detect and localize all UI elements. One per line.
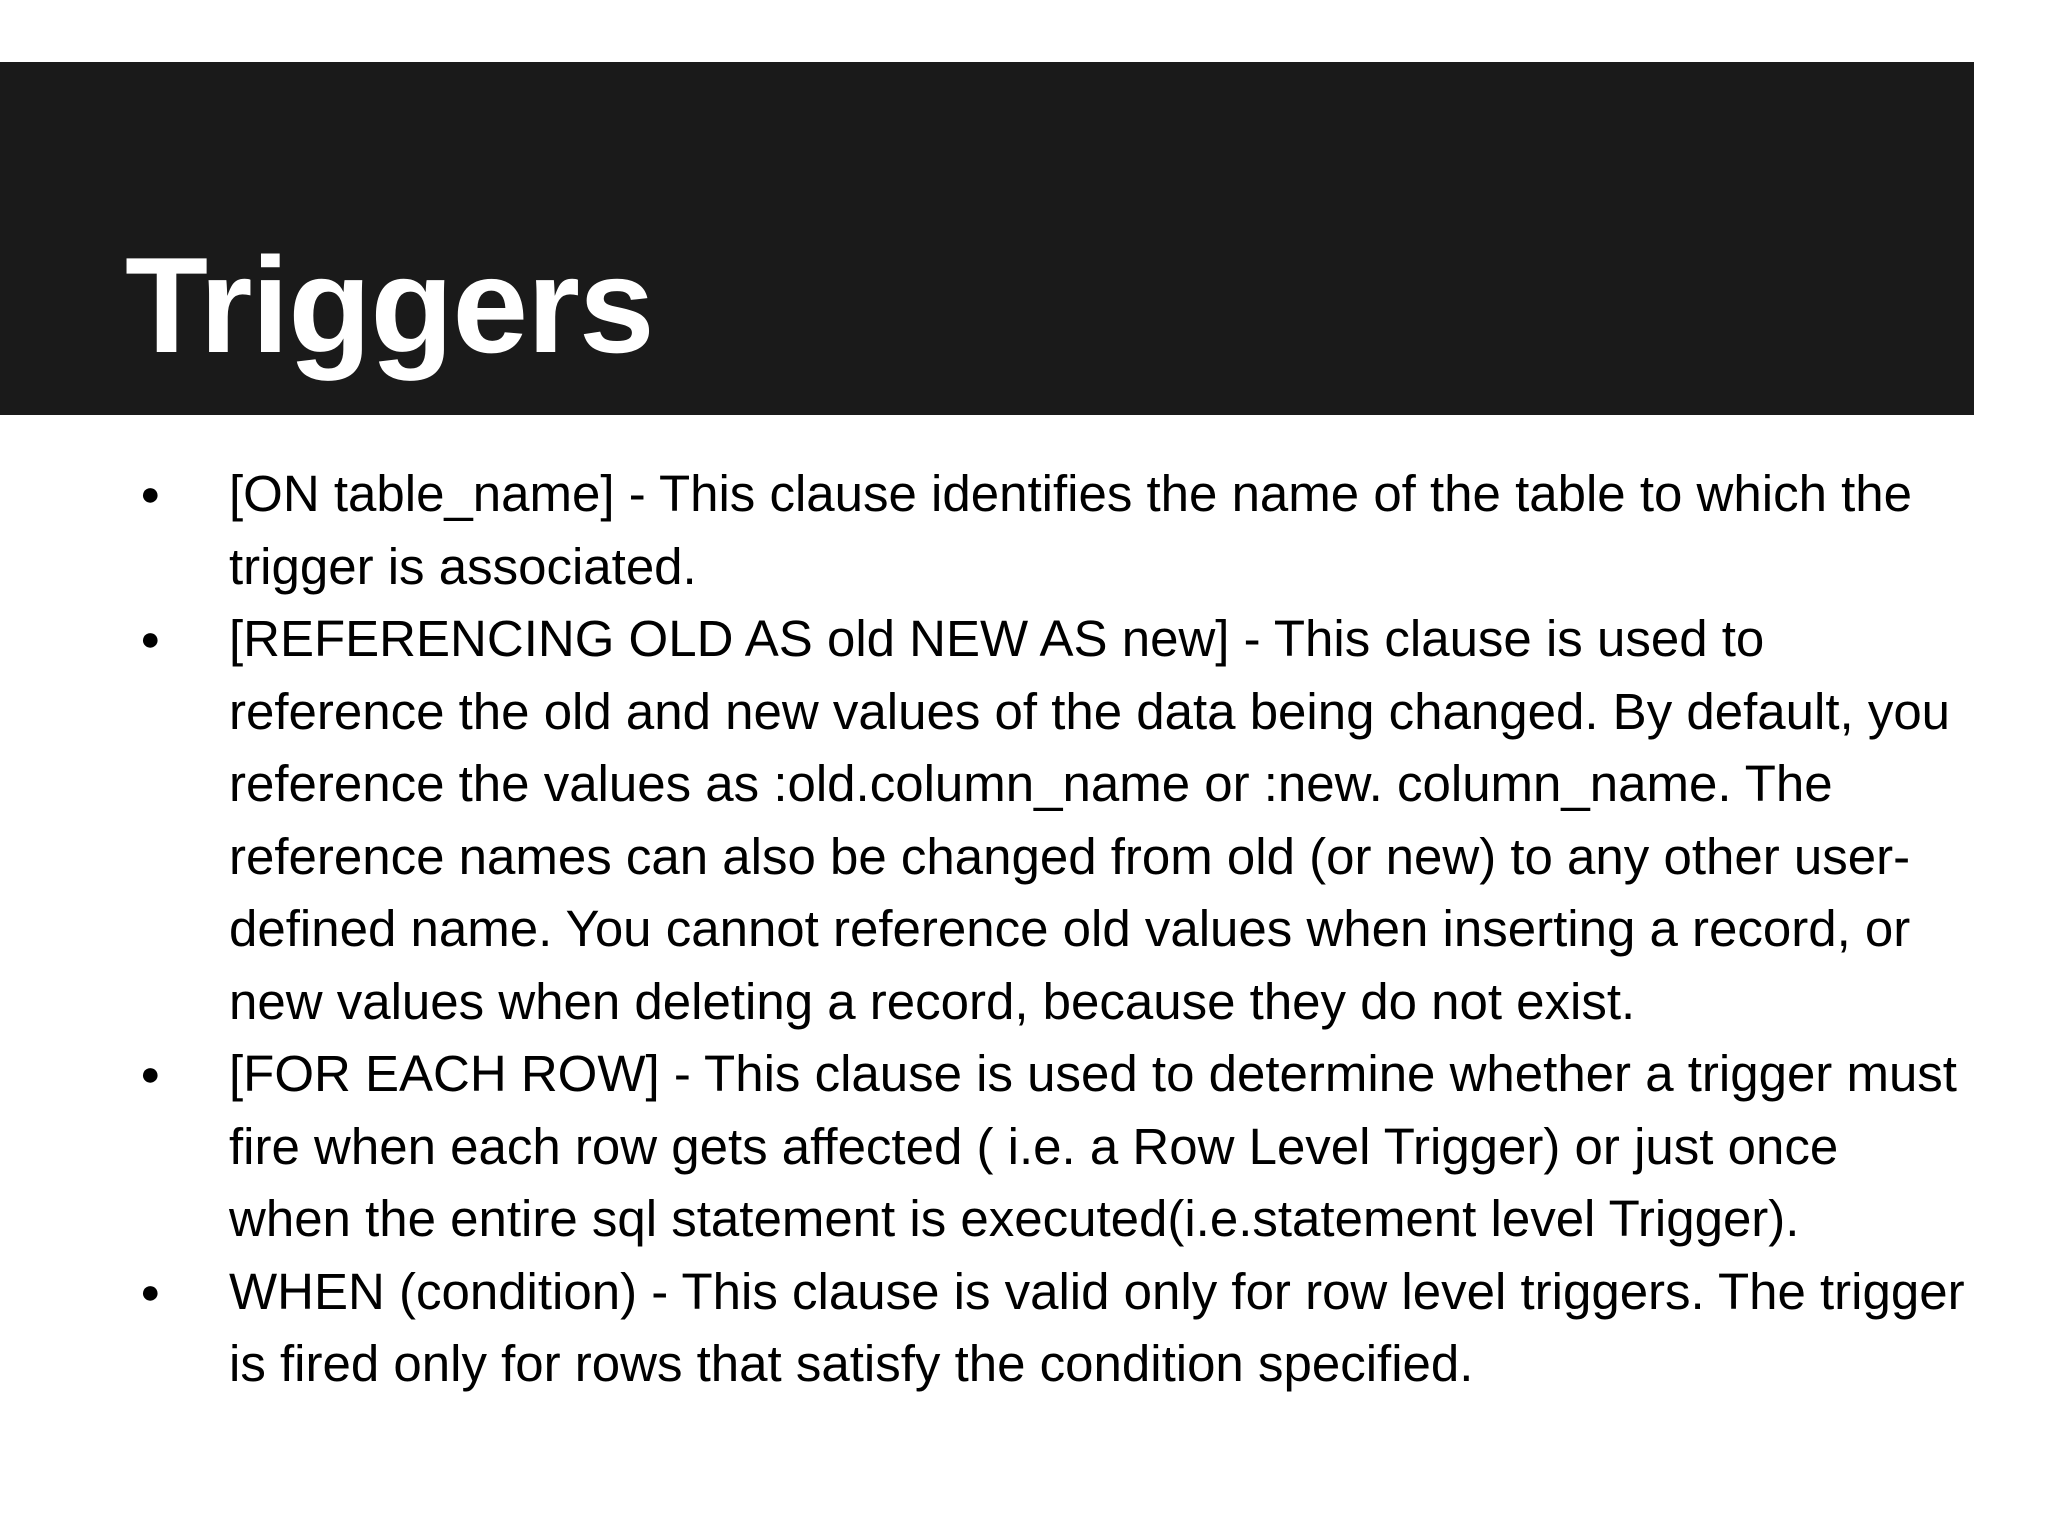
bullet-dot-icon: ●: [140, 1055, 161, 1093]
bullet-item: [140, 1038, 1970, 1256]
bullet-dot-icon: ●: [140, 475, 161, 513]
bullet-text: [FOR EACH ROW] - This clause is used to determine whether a trigger must fire when each row gets affected ( i.e. a Row Level Trigger) or just once when the entire sql statement is executed(i.e.statement level Trigger).: [229, 1045, 1957, 1247]
bullet-list: [140, 458, 1970, 1401]
bullet-item: [140, 603, 1970, 1038]
bullet-item: [140, 458, 1970, 603]
bullet-item: [140, 1256, 1970, 1401]
bullet-text: [REFERENCING OLD AS old NEW AS new] - This clause is used to reference the old and new values of the data being changed. By default, you reference the values as :old.column_name or :new. column_name. The reference names can also be changed from old (or new) to any other user-defined name. You cannot reference old values when inserting a record, or new values when deleting a record, because they do not exist.: [229, 610, 1951, 1030]
bullet-dot-icon: ●: [140, 620, 161, 658]
bullet-dot-icon: ●: [140, 1272, 161, 1311]
bullet-text: [ON table_name] - This clause identifies the name of the table to which the trigger is associated.: [229, 465, 1912, 595]
bullet-text: WHEN (condition) - This clause is valid only for row level triggers. The trigger is fired only for rows that satisfy the condition specified.: [229, 1262, 1965, 1392]
slide-title: Triggers: [125, 229, 654, 381]
